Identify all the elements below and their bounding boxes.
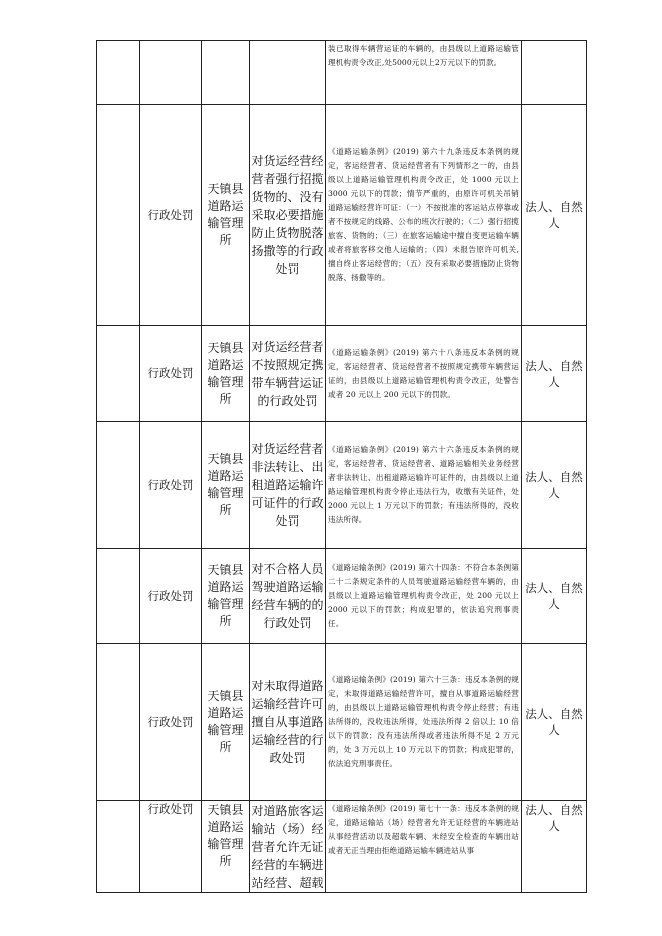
category-cell: 行政处罚 xyxy=(140,422,202,549)
basis-cell: 《道路运输条例》(2019) 第六十六条违反本条例的规定，客运经营者、货运经营者、道路运输相关业务经营者非法转让、出租道路运输许可证件的，由县级以上道路运输管理机构责令停止违法行为，收缴有关证件，处 2000 元以上 1 万元以下的罚款；有违法所得的，没收违法所得。 xyxy=(326,422,522,549)
basis-cell: 装已取得车辆营运证的车辆的，由县级以上道路运输管理机构责令改正,处5000元以上2万元以下的罚款。 xyxy=(326,41,522,105)
org-cell: 天镇县道路运输管理所 xyxy=(202,326,250,422)
org-cell: 天镇县道路运输管理所 xyxy=(202,801,250,893)
basis-cell: 《道路运输条例》(2019) 第七十一条：违反本条例的规定，道路运输站（场）经营者允许无证经营的车辆进站从事经营活动以及超载车辆、未经安全检查的车辆出站或者无正当理由拒绝道路运输车辆进站从事 xyxy=(326,801,522,893)
category-cell: 行政处罚 xyxy=(140,105,202,326)
category-cell: 行政处罚 xyxy=(140,326,202,422)
category-cell: 行政处罚 xyxy=(140,801,202,893)
item-cell xyxy=(250,41,326,105)
blank-cell xyxy=(97,105,140,326)
basis-cell: 《道路运输条例》(2019) 第六十四条：不符合本条例第二十二条规定条件的人员驾驶道路运输经营车辆的，由县级以上道路运输管理机构责令改正，处 200 元以上 2000 元以下的罚款；构成犯罪的，依法追究刑事责任。 xyxy=(326,549,522,644)
subject-cell: 法人、自然人 xyxy=(522,105,587,326)
subject-cell: 法人、自然人 xyxy=(522,422,587,549)
blank-cell xyxy=(97,41,140,105)
org-cell: 天镇县道路运输管理所 xyxy=(202,105,250,326)
category-cell: 行政处罚 xyxy=(140,644,202,801)
blank-cell xyxy=(97,644,140,801)
table-row xyxy=(97,801,587,893)
subject-cell: 法人、自然人 xyxy=(522,549,587,644)
subject-cell: 法人、自然人 xyxy=(522,801,587,893)
item-cell: 对道路旅客运输站（场）经营者允许无证经营的车辆进站经营、超载 xyxy=(250,801,326,893)
table-row xyxy=(97,105,587,326)
subject-cell: 法人、自然人 xyxy=(522,326,587,422)
org-cell: 天镇县道路运输管理所 xyxy=(202,549,250,644)
subject-cell: 法人、自然人 xyxy=(522,644,587,801)
item-cell: 对货运经营经营者强行招揽货物的、没有采取必要措施防止货物脱落扬撒等的行政处罚 xyxy=(250,105,326,326)
blank-cell xyxy=(97,422,140,549)
blank-cell xyxy=(97,801,140,893)
category-cell: 行政处罚 xyxy=(140,549,202,644)
category-cell xyxy=(140,41,202,105)
item-cell: 对未取得道路运输经营许可擅自从事道路运输经营的行政处罚 xyxy=(250,644,326,801)
subject-cell xyxy=(522,41,587,105)
item-cell: 对货运经营者不按照规定携带车辆营运证的行政处罚 xyxy=(250,326,326,422)
penalty-table xyxy=(96,40,587,893)
blank-cell xyxy=(97,549,140,644)
basis-cell: 《道路运输条例》(2019) 第六十九条违反本条例的规定，客运经营者、货运经营者有下列情形之一的，由县级以上道路运输管理机构责令改正，处 1000 元以上 3000 元以下的罚款；情节严重的，由原许可机关吊销道路运输经营许可证：（一）不按批准的客运站点停靠或者不按规定的线路、公布的班次行驶的；（二）强行招揽旅客、货物的；（三）在旅客运输途中擅自变更运输车辆或者将旅客移交他人运输的；（四）未报告原许可机关,擅自终止客运经营的；（五）没有采取必要措施防止货物脱落、扬撒等的。 xyxy=(326,105,522,326)
item-cell: 对不合格人员驾驶道路运输经营车辆的的行政处罚 xyxy=(250,549,326,644)
table-row xyxy=(97,41,587,105)
table-row xyxy=(97,644,587,801)
org-cell xyxy=(202,41,250,105)
org-cell: 天镇县道路运输管理所 xyxy=(202,644,250,801)
basis-cell: 《道路运输条例》(2019) 第六十三条：违反本条例的规定，未取得道路运输经营许可，擅自从事道路运输经营的，由县级以上道路运输管理机构责令停止经营；有违法所得的，没收违法所得，处违法所得 2 倍以上 10 倍以下的罚款；没有违法所得或者违法所得不足 2 万元的，处 3 万元以上 10 万元以下的罚款；构成犯罪的，依法追究刑事责任。 xyxy=(326,644,522,801)
table-row xyxy=(97,326,587,422)
item-cell: 对货运经营者非法转让、出租道路运输许可证件的行政处罚 xyxy=(250,422,326,549)
blank-cell xyxy=(97,326,140,422)
org-cell: 天镇县道路运输管理所 xyxy=(202,422,250,549)
table-row xyxy=(97,422,587,549)
basis-cell: 《道路运输条例》(2019) 第六十八条违反本条例的规定，客运经营者、货运经营者不按照规定携带车辆营运证的，由县级以上道路运输管理机构责令改正，处警告或者 20 元以上 200 元以下的罚款。 xyxy=(326,326,522,422)
table-row xyxy=(97,549,587,644)
